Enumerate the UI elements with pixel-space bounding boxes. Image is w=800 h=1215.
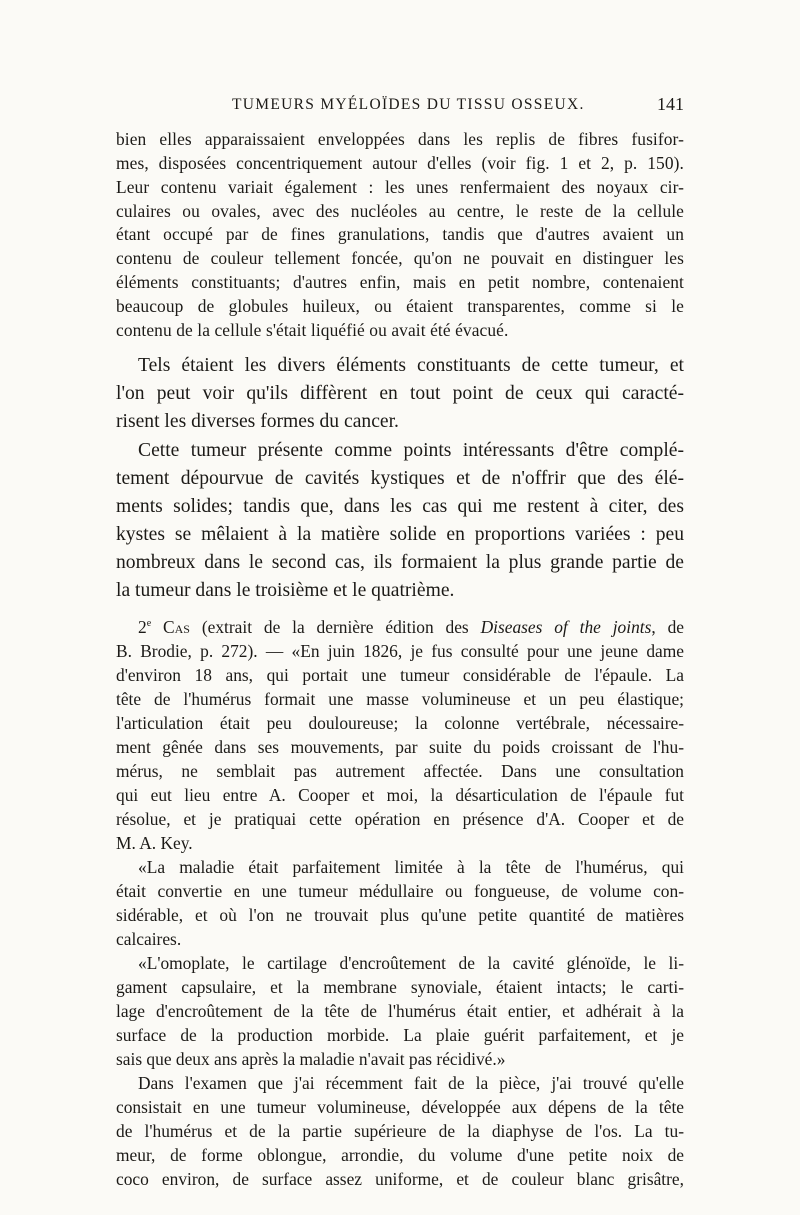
text-line: «La maladie était parfaitement limitée à la tête de l'humérus, qui: [138, 857, 684, 877]
text-line: nombreux dans le second cas, ils formaient la plus grande partie de: [116, 552, 684, 573]
text-line: Dans l'examen que j'ai récemment fait de la pièce, j'ai trouvé qu'elle: [138, 1073, 684, 1093]
page-number: 141: [657, 94, 684, 114]
text-line: gament capsulaire, et la membrane synoviale, étaient intacts; le carti-: [116, 977, 684, 997]
text-line: B. Brodie, p. 272). — «En juin 1826, je fus consulté pour une jeune dame: [116, 641, 684, 661]
text-line: M. A. Key.: [116, 833, 193, 853]
text-line: contenu de la cellule s'était liquéfié ou avait été évacué.: [116, 320, 509, 340]
text-line: lage d'encroûtement de la tête de l'humérus était entier, et adhérait à la: [116, 1001, 684, 1021]
text-line: sidérable, et où l'on ne trouvait plus qu'une petite quantité de matières: [116, 905, 684, 925]
text-line: résolue, et je pratiquai cette opération en présence d'A. Cooper et de: [116, 809, 684, 829]
page-header: [116, 96, 684, 120]
case-number: 2: [138, 617, 147, 637]
text-line: calcaires.: [116, 929, 182, 949]
text-line: surface de la production morbide. La plaie guérit parfaitement, et je: [116, 1025, 684, 1045]
text-line: était convertie en une tumeur médullaire ou fongueuse, de volume con-: [116, 881, 684, 901]
text-line: meur, de forme oblongue, arrondie, du volume d'une petite noix de: [116, 1145, 684, 1165]
text-line: coco environ, de surface assez uniforme, et de couleur blanc grisâtre,: [116, 1169, 684, 1189]
cited-book-title: Diseases of the joints: [480, 617, 652, 637]
text-line: sais que deux ans après la maladie n'avait pas récidivé.»: [116, 1049, 506, 1069]
text-line: tête de l'humérus formait une masse volumineuse et un peu élastique;: [116, 689, 684, 709]
text-line: Cette tumeur présente comme points intéressants d'être complé-: [138, 440, 684, 461]
text-line: qui eut lieu entre A. Cooper et moi, la désarticulation de l'épaule fut: [116, 785, 684, 805]
text-line: Tels étaient les divers éléments constituants de cette tumeur, et: [138, 355, 684, 376]
text-line: de l'humérus et de la partie supérieure de la diaphyse de l'os. La tu-: [116, 1121, 684, 1141]
case-label: Cas: [163, 617, 190, 637]
text-line: d'environ 18 ans, qui portait une tumeur considérable de l'épaule. La: [116, 665, 684, 685]
text-line: l'articulation était peu douloureuse; la colonne vertébrale, nécessaire-: [116, 713, 684, 733]
text-line: [138, 617, 684, 638]
text-line: bien elles apparaissaient enveloppées dans les replis de fibres fusifor-: [116, 129, 684, 149]
text-line: l'on peut voir qu'ils diffèrent en tout point de ceux qui caracté-: [116, 383, 684, 404]
case-intro-end: , de: [651, 617, 684, 637]
text-line: mes, disposées concentriquement autour d'elles (voir fig. 1 et 2, p. 150).: [116, 153, 684, 173]
text-line: mérus, ne semblait pas autrement affectée. Dans une consultation: [116, 761, 684, 781]
text-line: culaires ou ovales, avec des nucléoles au centre, le reste de la cellule: [116, 201, 684, 221]
text-line: éléments constituants; d'autres enfin, mais en petit nombre, contenaient: [116, 272, 684, 292]
text-line: ments solides; tandis que, dans les cas qui me restent à citer, des: [116, 496, 684, 517]
text-line: risent les diverses formes du cancer.: [116, 411, 399, 432]
text-line: tement dépourvue de cavités kystiques et de n'offrir que des élé-: [116, 468, 684, 489]
case-number-suffix: e: [146, 618, 152, 630]
text-line: consistait en une tumeur volumineuse, développée aux dépens de la tête: [116, 1097, 684, 1117]
text-line: kystes se mêlaient à la matière solide en proportions variées : peu: [116, 524, 684, 545]
text-line: étant occupé par de fines granulations, tandis que d'autres avaient un: [116, 224, 684, 244]
running-title: TUMEURS MYÉLOÏDES DU TISSU OSSEUX.: [232, 96, 585, 113]
text-line: beaucoup de globules huileux, ou étaient transparentes, comme si le: [116, 296, 684, 316]
text-line: «L'omoplate, le cartilage d'encroûtement de la cavité glénoïde, le li-: [138, 953, 684, 973]
text-line: contenu de couleur tellement foncée, qu'on ne pouvait en distinguer les: [116, 248, 684, 268]
text-line: Leur contenu variait également : les unes renfermaient des noyaux cir-: [116, 177, 684, 197]
text-line: la tumeur dans le troisième et le quatrième.: [116, 580, 455, 601]
text-line: ment gênée dans ses mouvements, par suite du poids croissant de l'hu-: [116, 737, 684, 757]
case-intro: (extrait de la dernière édition des: [189, 617, 481, 637]
